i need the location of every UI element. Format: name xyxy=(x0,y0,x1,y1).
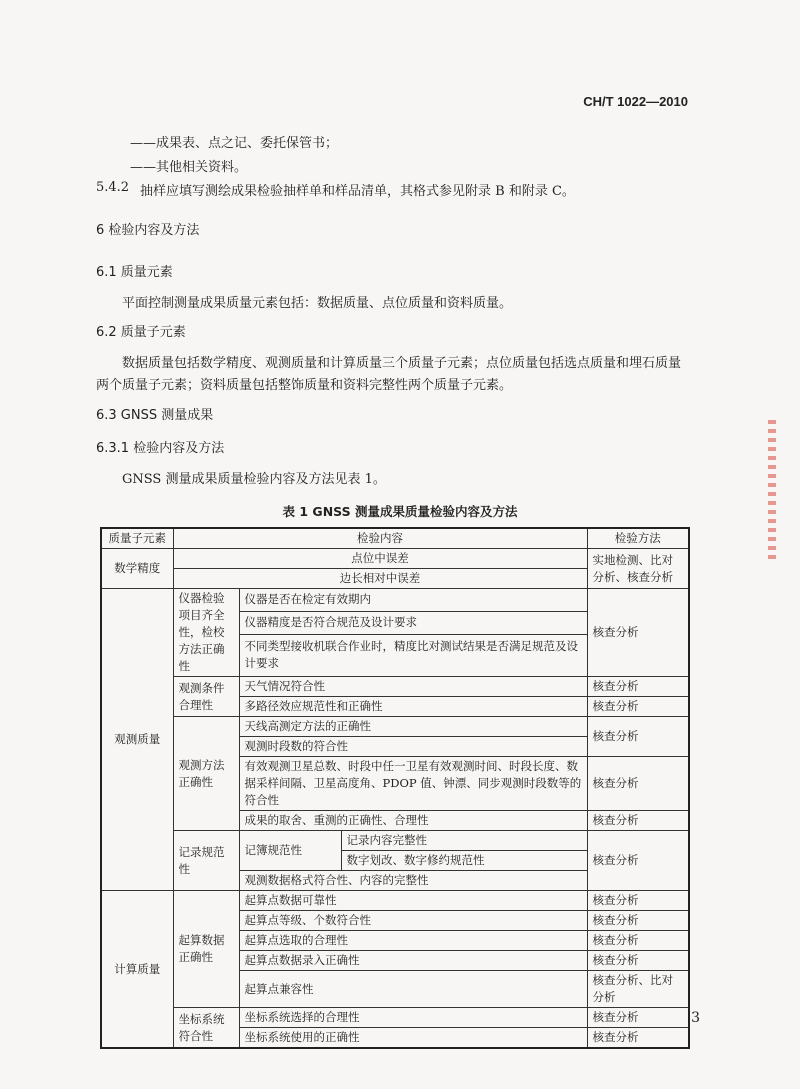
group-cell: 坐标系统符合性 xyxy=(173,1008,239,1049)
content-cell: 仪器是否在检定有效期内 xyxy=(239,589,587,612)
content-cell: 点位中误差 xyxy=(173,549,587,569)
content-cell: 成果的取舍、重测的正确性、合理性 xyxy=(239,811,587,831)
content-cell: 记录内容完整性 xyxy=(341,831,587,851)
header-cell: 质量子元素 xyxy=(101,528,173,549)
content-cell: 观测时段数的符合性 xyxy=(239,737,587,757)
content-cell: 天气情况符合性 xyxy=(239,677,587,697)
content-cell: 起算点选取的合理性 xyxy=(239,931,587,951)
page-number: 3 xyxy=(691,1010,700,1026)
method-cell: 核查分析 xyxy=(587,891,689,911)
method-cell: 实地检测、比对分析、核查分析 xyxy=(587,549,689,589)
content-cell: 观测数据格式符合性、内容的完整性 xyxy=(239,871,587,891)
group-cell: 观测条件合理性 xyxy=(173,677,239,717)
content-cell: 起算点等级、个数符合性 xyxy=(239,911,587,931)
section-heading: 6.2 质量子元素 xyxy=(96,325,186,340)
content-cell: 有效观测卫星总数、时段中任一卫星有效观测时间、时段长度、数据采样间隔、卫星高度角、PDOP 值、钟漂、同步观测时段数等的符合性 xyxy=(239,757,587,811)
section-heading: 6.3 GNSS 测量成果 xyxy=(96,408,214,423)
method-cell: 核查分析 xyxy=(587,831,689,891)
table-row xyxy=(101,549,689,569)
header-cell: 检验内容 xyxy=(173,528,587,549)
method-cell: 核查分析 xyxy=(587,697,689,717)
section-heading: 6.3.1 检验内容及方法 xyxy=(96,441,225,456)
content-cell: 天线高测定方法的正确性 xyxy=(239,717,587,737)
section-heading: 6.1 质量元素 xyxy=(96,265,173,280)
paragraph: 两个质量子元素；资料质量包括整饰质量和资料完整性两个质量子元素。 xyxy=(96,378,513,393)
content-cell: 多路径效应规范性和正确性 xyxy=(239,697,587,717)
section-number: 5.4.2 xyxy=(96,180,130,195)
paragraph: 数据质量包括数学精度、观测质量和计算质量三个质量子元素；点位质量包括选点质量和埋石质量 xyxy=(122,356,682,371)
paragraph: 平面控制测量成果质量元素包括：数据质量、点位质量和资料质量。 xyxy=(122,296,513,311)
content-cell: 不同类型接收机联合作业时，精度比对测试结果是否满足规范及设计要求 xyxy=(239,634,587,676)
method-cell: 核查分析 xyxy=(587,589,689,677)
element-cell: 数学精度 xyxy=(101,549,173,589)
method-cell: 核查分析 xyxy=(587,717,689,757)
table-row xyxy=(101,677,689,697)
table-row xyxy=(101,717,689,737)
group-cell: 观测方法正确性 xyxy=(173,717,239,831)
content-cell: 坐标系统选择的合理性 xyxy=(239,1008,587,1028)
content-cell: 起算点兼容性 xyxy=(239,971,587,1008)
group-cell: 起算数据正确性 xyxy=(173,891,239,1008)
content-cell: 起算点数据可靠性 xyxy=(239,891,587,911)
method-cell: 核查分析 xyxy=(587,911,689,931)
list-item: ——其他相关资料。 xyxy=(130,160,248,175)
table-caption: 表 1 GNSS 测量成果质量检验内容及方法 xyxy=(282,504,518,519)
list-item: ——成果表、点之记、委托保管书； xyxy=(130,136,339,151)
method-cell: 核查分析 xyxy=(587,1028,689,1049)
inspection-table xyxy=(100,527,690,1049)
table-row xyxy=(101,589,689,612)
paragraph: GNSS 测量成果质量检验内容及方法见表 1。 xyxy=(122,472,386,487)
content-cell: 起算点数据录入正确性 xyxy=(239,951,587,971)
content-cell: 数字划改、数字修约规范性 xyxy=(341,851,587,871)
table-header-row xyxy=(101,528,689,549)
group-cell: 仪器检验项目齐全性，检校方法正确性 xyxy=(173,589,239,677)
table-row xyxy=(101,1008,689,1028)
method-cell: 核查分析 xyxy=(587,757,689,811)
method-cell: 核查分析 xyxy=(587,931,689,951)
element-cell: 观测质量 xyxy=(101,589,173,891)
paragraph: 抽样应填写测绘成果检验抽样单和样品清单，其格式参见附录 B 和附录 C。 xyxy=(140,184,575,199)
group-cell: 记录规范性 xyxy=(173,831,239,891)
method-cell: 核查分析、比对分析 xyxy=(587,971,689,1008)
section-heading: 6 检验内容及方法 xyxy=(96,223,200,238)
standard-number: CH/T 1022—2010 xyxy=(583,94,688,109)
element-cell: 计算质量 xyxy=(101,891,173,1049)
table-row xyxy=(101,831,689,851)
table-row xyxy=(101,891,689,911)
method-cell: 核查分析 xyxy=(587,1008,689,1028)
red-stamp-mark xyxy=(768,420,776,560)
content-cell: 边长相对中误差 xyxy=(173,569,587,589)
header-cell: 检验方法 xyxy=(587,528,689,549)
method-cell: 核查分析 xyxy=(587,951,689,971)
method-cell: 核查分析 xyxy=(587,677,689,697)
content-cell: 坐标系统使用的正确性 xyxy=(239,1028,587,1049)
subgroup-cell: 记簿规范性 xyxy=(239,831,341,871)
content-cell: 仪器精度是否符合规范及设计要求 xyxy=(239,611,587,634)
method-cell: 核查分析 xyxy=(587,811,689,831)
